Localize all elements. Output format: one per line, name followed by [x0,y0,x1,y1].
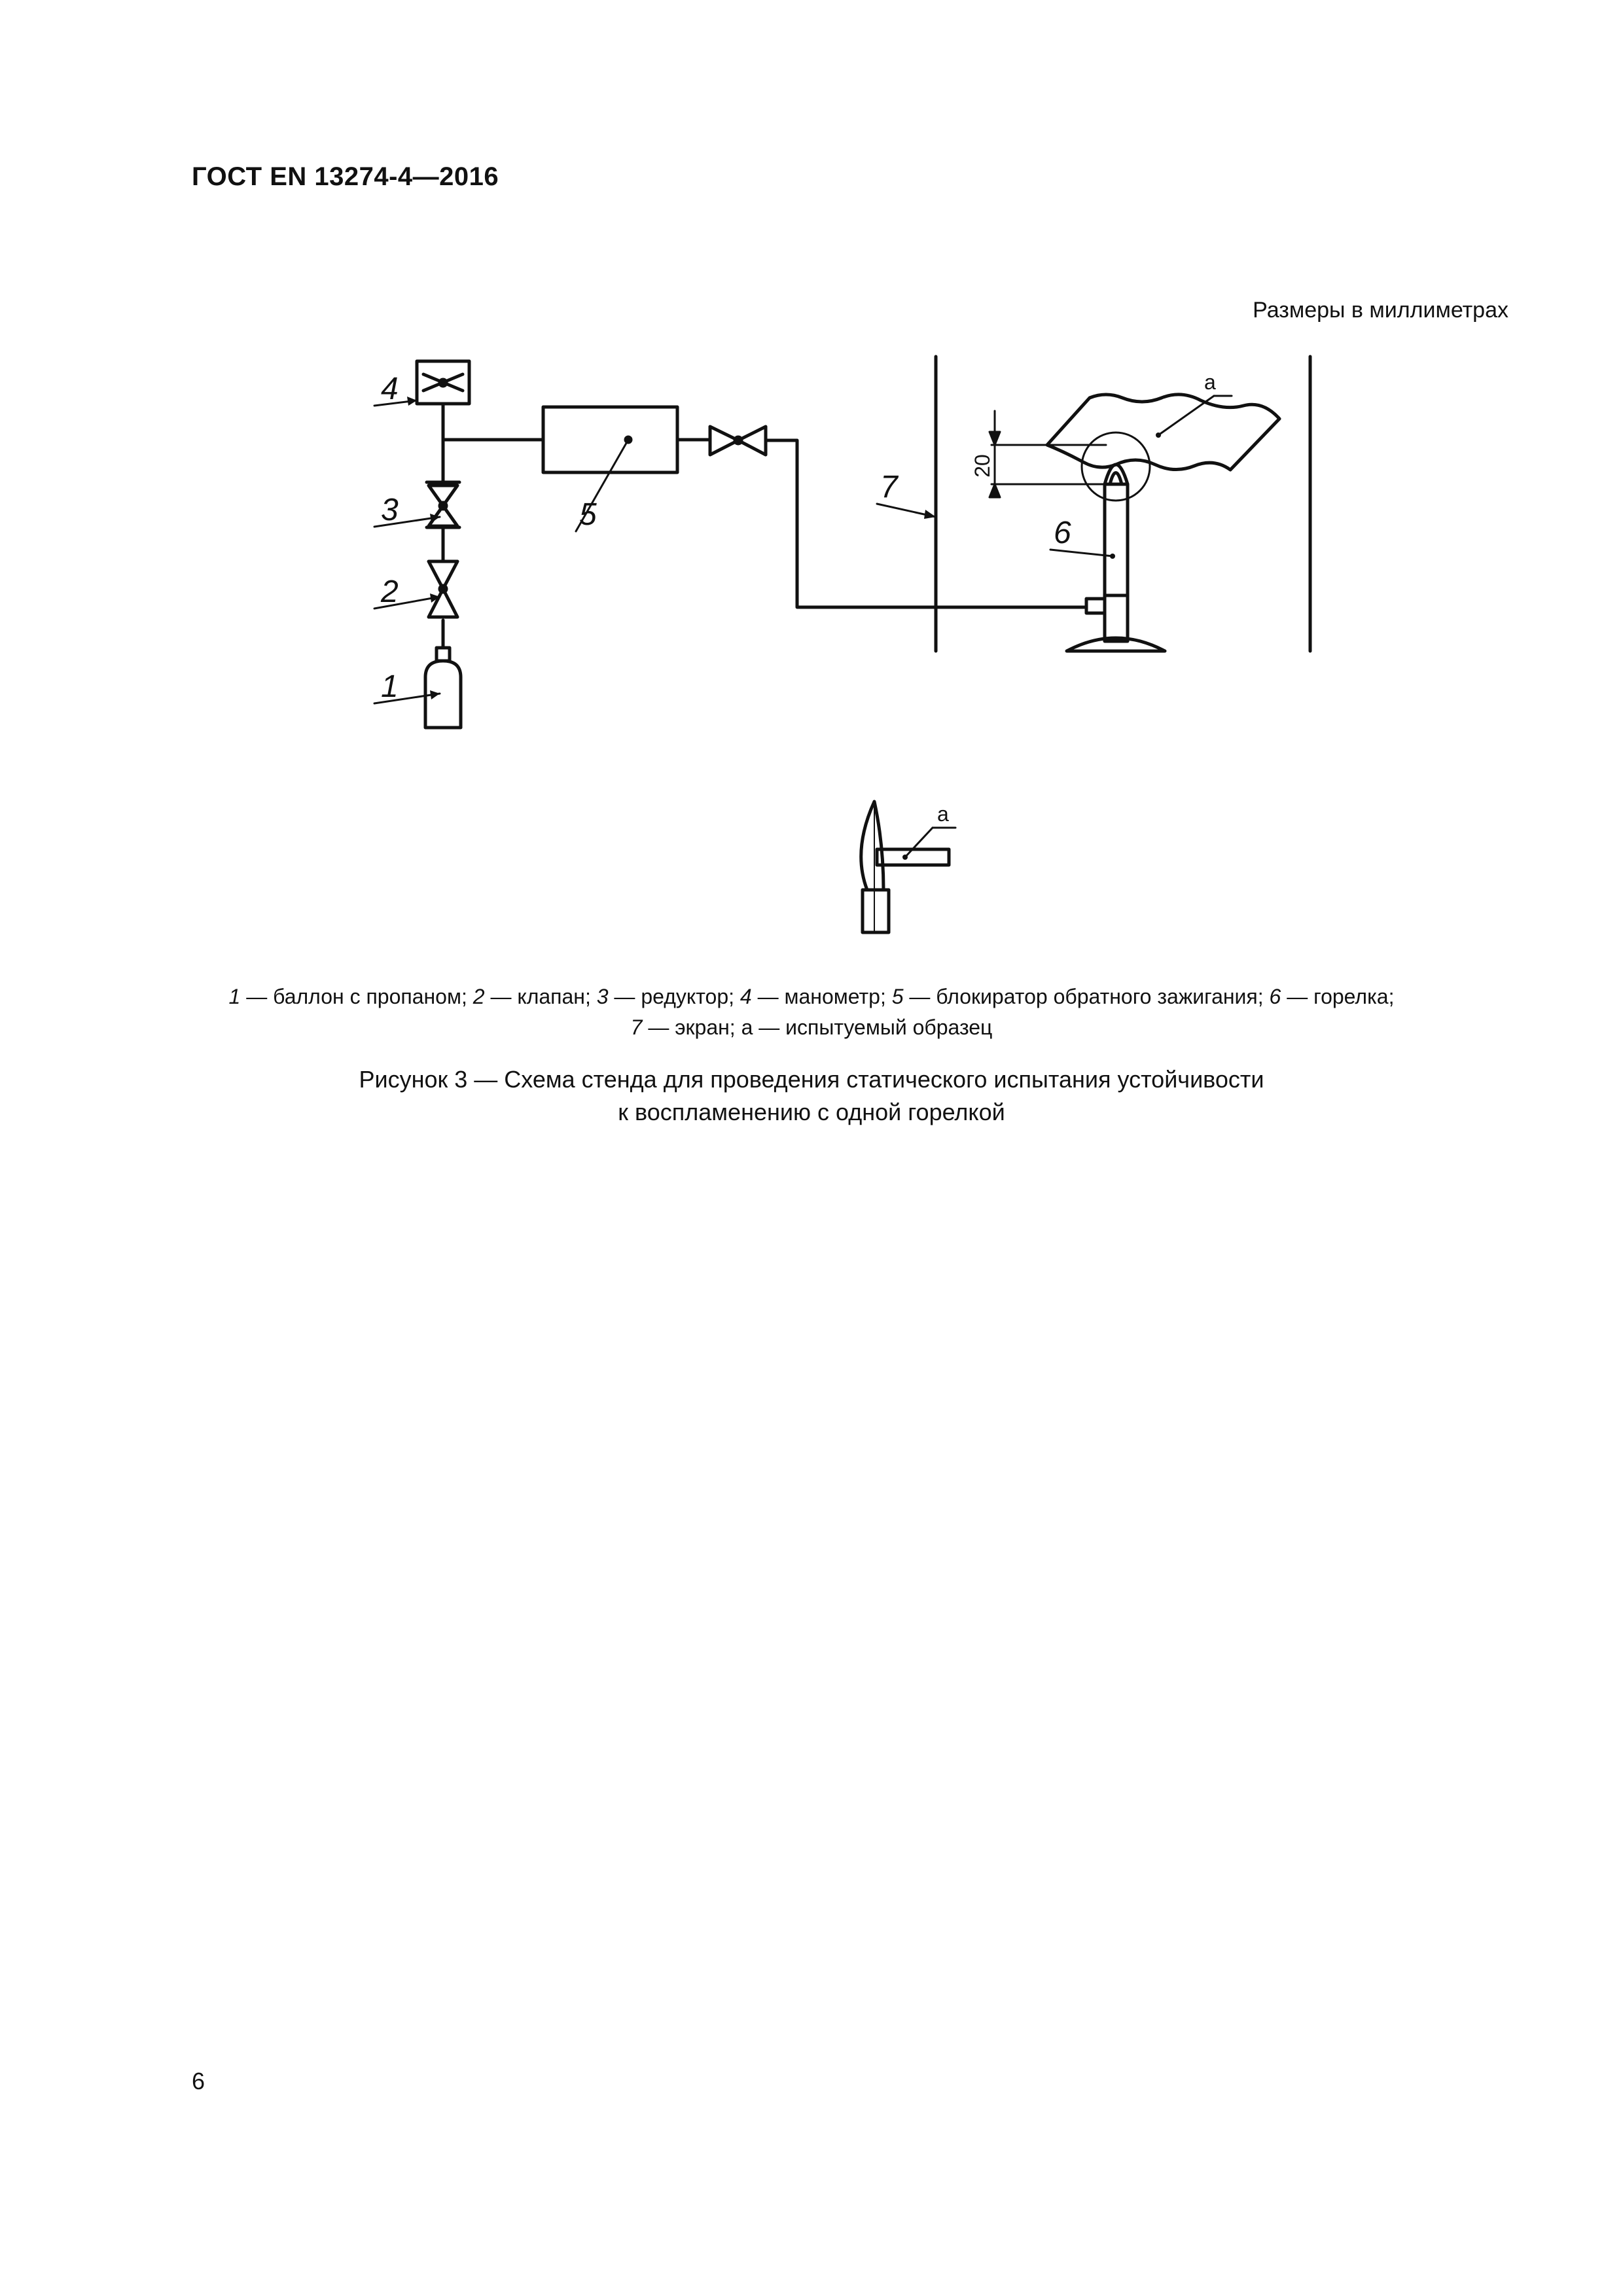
page-number: 6 [192,2068,205,2094]
units-note: Размеры в миллиметрах [1253,298,1508,323]
figure-legend [131,981,1492,1043]
caption-line-2: к воспламенению с одной горелкой [618,1099,1005,1125]
valve-symbol [429,561,457,617]
label-2: 2 [381,574,399,609]
dimension-20 [990,411,1106,497]
figure-caption [131,1063,1492,1129]
caption-line-1: Рисунок 3 — Схема стенда для проведения статического испытания устойчивости [359,1066,1264,1093]
label-a-detail: a [937,802,949,826]
dimension-label: 20 [971,454,994,478]
line-valve-symbol [710,427,766,455]
manometer-symbol [417,361,469,404]
burner [1067,465,1165,651]
label-7: 7 [880,470,898,504]
label-1: 1 [381,669,399,704]
legend-line-1: 1 — баллон с пропаном; 2 — клапан; 3 — редуктор; 4 — манометр; 5 — блокиратор обратного зажигания; 6 — горелка; [228,985,1395,1008]
label-5: 5 [579,497,597,532]
label-4: 4 [381,372,399,406]
label-3: 3 [381,493,399,527]
propane-cylinder [425,648,461,728]
label-6: 6 [1054,516,1071,550]
legend-line-2: 7 — экран; а — испытуемый образец [630,1016,993,1039]
label-a: a [1204,370,1216,394]
document-header: ГОСТ EN 13274-4—2016 [192,162,499,191]
flashback-arrestor [543,407,677,472]
